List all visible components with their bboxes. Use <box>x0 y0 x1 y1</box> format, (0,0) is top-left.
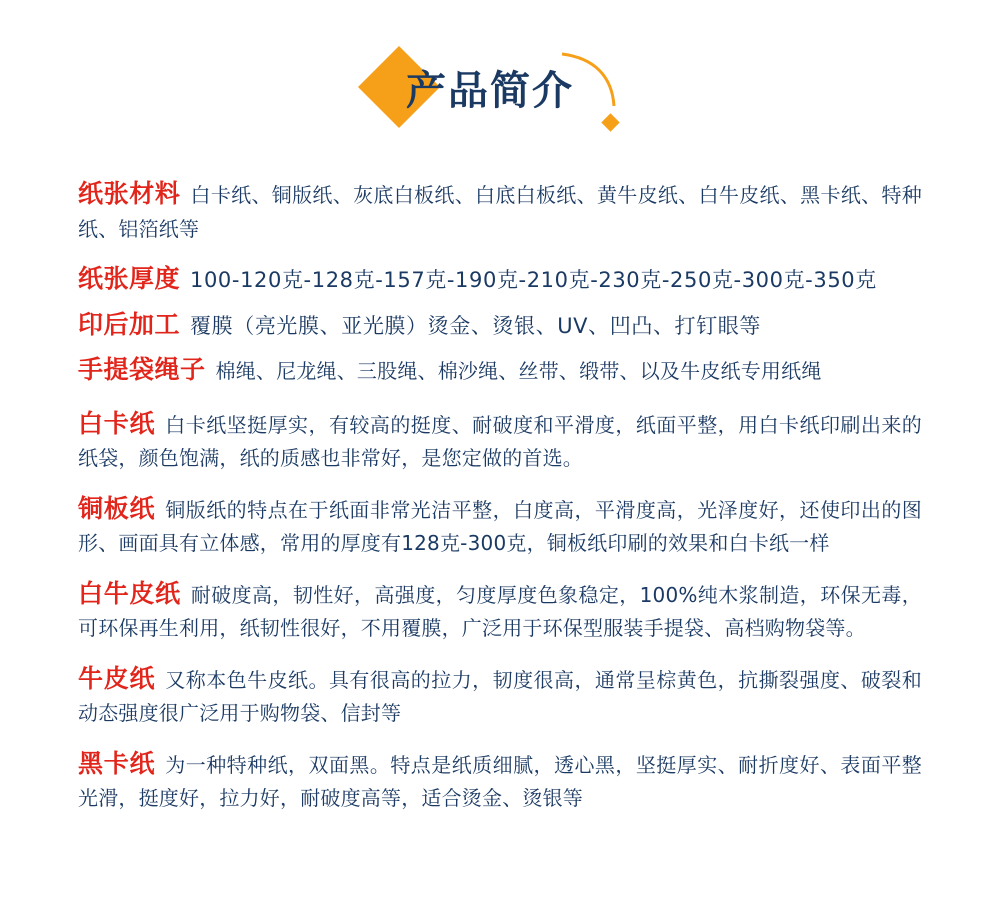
spec-label-handle-rope: 手提袋绳子 <box>78 355 206 385</box>
spec-label-coated-paper: 铜板纸 <box>78 493 156 523</box>
spec-value-kraft-paper: 又称本色牛皮纸。具有很高的拉力，韧度很高，通常呈棕黄色，抗撕裂强度、破裂和动态强度很广泛用于购物袋、信封等 <box>78 667 922 726</box>
spec-row-postpress <box>78 305 922 345</box>
spec-value-white-kraft-paper: 耐破度高，韧性好，高强度，匀度厚度色象稳定，100%纯木浆制造，环保无毒，可环保再生利用，纸韧性很好，不用覆膜，广泛用于环保型服装手提袋、高档购物袋等。 <box>78 582 922 641</box>
spec-label-white-card-paper: 白卡纸 <box>78 408 156 438</box>
spec-label-kraft-paper: 牛皮纸 <box>78 663 156 693</box>
page-title: 产品简介 <box>406 67 574 114</box>
spec-row-coated-paper <box>78 489 922 560</box>
spec-label-material: 纸张材料 <box>78 179 181 208</box>
spec-label-white-kraft-paper: 白牛皮纸 <box>78 578 181 608</box>
spec-label-thickness: 纸张厚度 <box>78 264 181 294</box>
spec-label-black-card-paper: 黑卡纸 <box>78 748 156 778</box>
spec-value-black-card-paper: 为一种特种纸，双面黑。特点是纸质细腻，透心黑，坚挺厚实、耐折度好、表面平整光滑，挺度好，拉力好，耐破度高等，适合烫金、烫银等 <box>78 752 922 811</box>
content-body <box>0 150 1000 815</box>
spec-row-white-kraft-paper <box>78 574 922 645</box>
spec-row-handle-rope <box>78 350 922 390</box>
spec-value-material: 白卡纸、铜版纸、灰底白板纸、白底白板纸、黄牛皮纸、白牛皮纸、黑卡纸、特种纸、铝箔纸等 <box>78 183 922 241</box>
spec-row-kraft-paper <box>78 659 922 730</box>
header-banner <box>0 0 1000 150</box>
spec-value-thickness: 100-120克-128克-157克-190克-210克-230克-250克-300克-350克 <box>190 268 877 293</box>
spec-value-handle-rope: 棉绳、尼龙绳、三股绳、棉沙绳、丝带、缎带、以及牛皮纸专用纸绳 <box>215 359 822 384</box>
spec-row-thickness <box>78 259 922 299</box>
spec-value-white-card-paper: 白卡纸坚挺厚实，有较高的挺度、耐破度和平滑度，纸面平整，用白卡纸印刷出来的 纸袋，颜色饱满，纸的质感也非常好，是您定做的首选。 <box>78 412 943 471</box>
spec-row-material <box>78 174 922 245</box>
spec-row-white-card-paper <box>78 404 943 475</box>
spec-row-black-card-paper <box>78 744 922 815</box>
spec-value-coated-paper: 铜版纸的特点在于纸面非常光洁平整，白度高，平滑度高，光泽度好，还使印出的图形、画面具有立体感，常用的厚度有128克-300克，铜板纸印刷的效果和白卡纸一样 <box>78 497 922 556</box>
title-group <box>0 52 1000 122</box>
spec-value-postpress: 覆膜（亮光膜、亚光膜）烫金、烫银、UV、凹凸、打钉眼等 <box>190 313 761 338</box>
spec-label-postpress: 印后加工 <box>78 309 181 339</box>
